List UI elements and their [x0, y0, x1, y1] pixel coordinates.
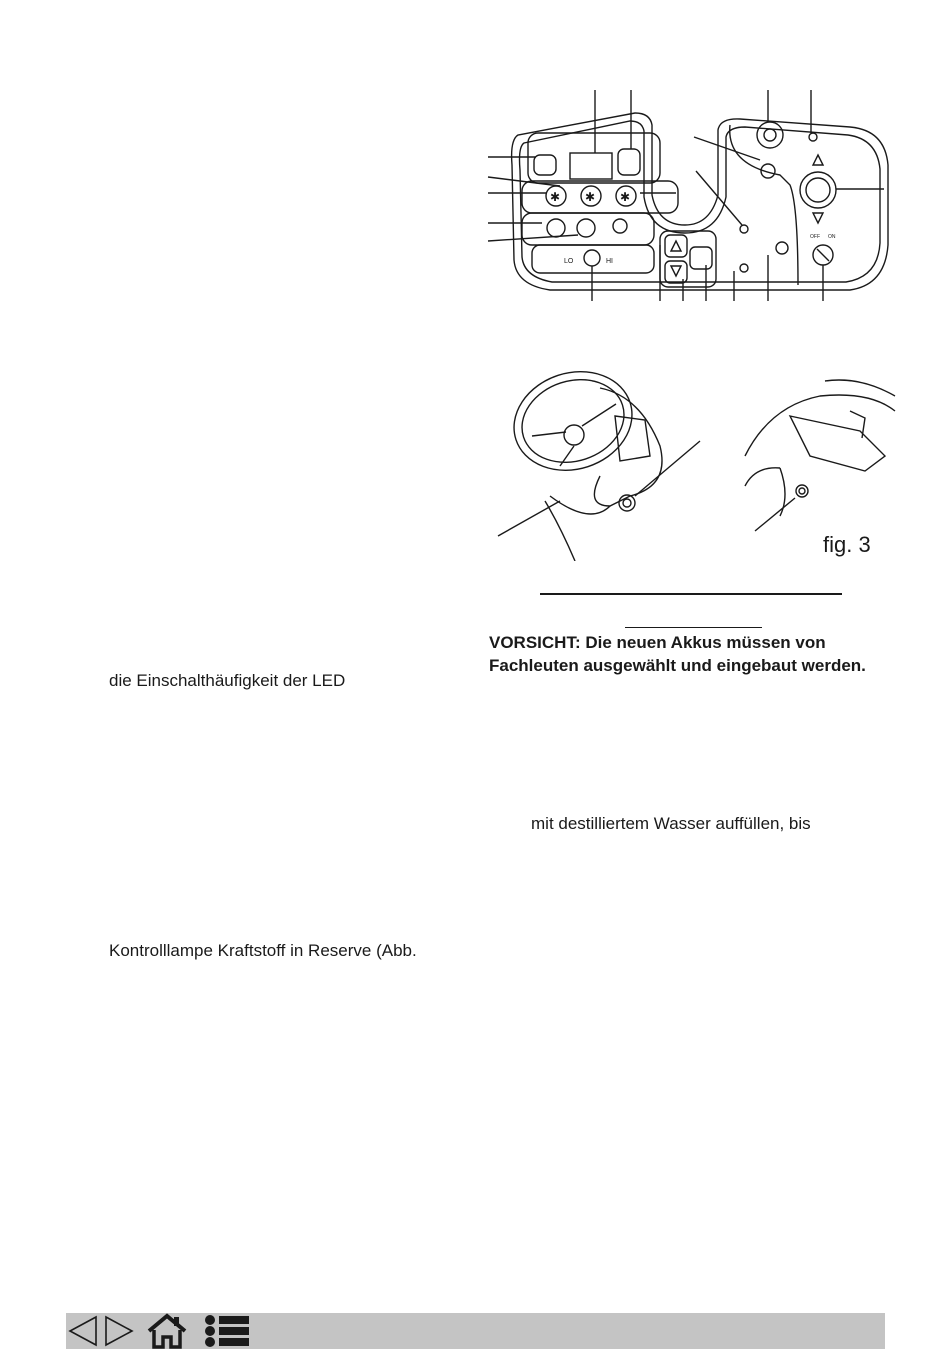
triangle-right-icon [102, 1313, 136, 1349]
off-label: OFF [810, 234, 820, 240]
svg-text:✱: ✱ [620, 190, 631, 204]
home-button[interactable] [146, 1313, 188, 1349]
index-button[interactable] [202, 1313, 252, 1349]
next-page-button[interactable] [102, 1313, 136, 1349]
triangle-left-icon [66, 1313, 100, 1349]
svg-text:✱: ✱ [585, 190, 596, 204]
led-frequency-text: die Einschalthäufigkeit der LED [109, 671, 346, 690]
on-label: ON [828, 234, 836, 240]
lo-label: LO [564, 258, 574, 265]
section-divider [540, 593, 842, 595]
list-icon [202, 1313, 252, 1349]
dashboard-panel-figure [480, 85, 900, 310]
previous-page-button[interactable] [66, 1313, 100, 1349]
distilled-water-text: mit destilliertem Wasser auffüllen, bis [531, 814, 811, 833]
navigation-bar [66, 1313, 885, 1349]
warning-text: VORSICHT: Die neuen Akkus müssen von Fachleuten ausgewählt und eingebaut werden. [489, 633, 866, 675]
figure-label: fig. 3 [823, 532, 871, 557]
svg-text:✱: ✱ [550, 190, 561, 204]
home-icon [146, 1313, 188, 1349]
heading-underline [625, 627, 762, 628]
hi-label: HI [606, 258, 613, 265]
fuel-reserve-text: Kontrolllampe Kraftstoff in Reserve (Abb. [109, 941, 417, 960]
